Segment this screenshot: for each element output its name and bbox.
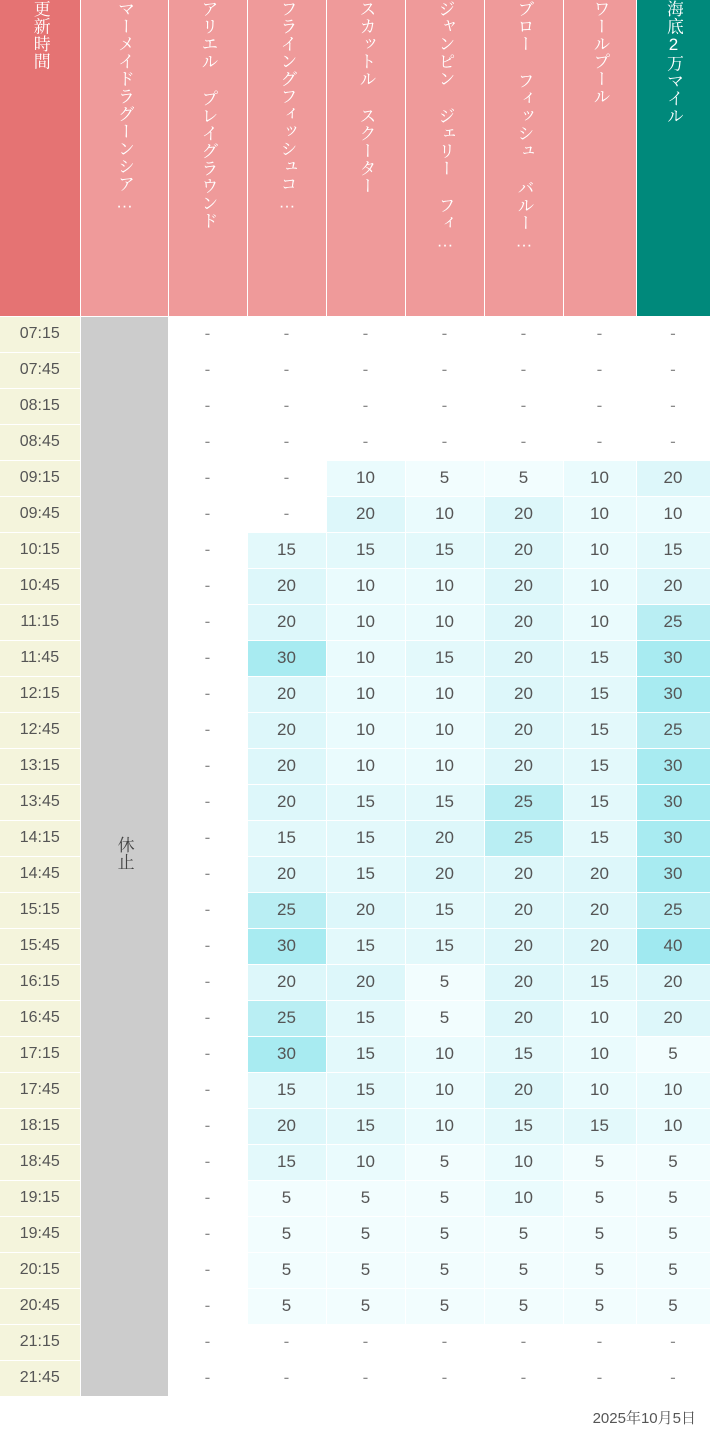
row-time-label: 16:45 <box>0 1000 80 1036</box>
wait-time-cell: 5 <box>405 1144 484 1180</box>
wait-time-cell: - <box>168 640 247 676</box>
wait-time-cell: 15 <box>405 928 484 964</box>
wait-time-cell: 20 <box>247 856 326 892</box>
wait-time-cell: 5 <box>247 1216 326 1252</box>
row-time-label: 20:15 <box>0 1252 80 1288</box>
wait-time-cell: - <box>326 352 405 388</box>
wait-time-cell: 15 <box>484 1108 563 1144</box>
wait-time-cell: - <box>168 1000 247 1036</box>
wait-time-cell: 15 <box>405 532 484 568</box>
column-header-2 <box>247 0 326 316</box>
wait-time-cell: - <box>247 1324 326 1360</box>
row-time-label: 14:45 <box>0 856 80 892</box>
column-header-label: フライングフィッシュコ… <box>277 0 297 212</box>
table-header <box>0 0 710 316</box>
wait-time-cell: 20 <box>326 892 405 928</box>
closed-status-label: 休止 <box>114 836 134 871</box>
wait-time-cell: 5 <box>326 1252 405 1288</box>
wait-time-cell: 20 <box>405 820 484 856</box>
row-time-label: 08:45 <box>0 424 80 460</box>
wait-time-cell: 20 <box>484 856 563 892</box>
wait-time-cell: 15 <box>484 1036 563 1072</box>
wait-time-cell: - <box>168 1072 247 1108</box>
wait-time-cell: 5 <box>484 1252 563 1288</box>
wait-time-cell: 10 <box>405 1108 484 1144</box>
wait-time-cell: 10 <box>405 712 484 748</box>
wait-time-cell: - <box>636 388 710 424</box>
wait-time-cell: 15 <box>563 712 636 748</box>
row-time-label: 21:45 <box>0 1360 80 1396</box>
wait-time-cell: 10 <box>636 496 710 532</box>
wait-time-cell: 25 <box>247 1000 326 1036</box>
wait-time-cell: 15 <box>247 1072 326 1108</box>
wait-time-cell: 5 <box>326 1216 405 1252</box>
wait-time-cell: - <box>326 316 405 352</box>
wait-time-cell: 10 <box>326 712 405 748</box>
wait-time-cell: 20 <box>484 532 563 568</box>
wait-time-cell: - <box>326 388 405 424</box>
wait-time-cell: 5 <box>405 1252 484 1288</box>
wait-time-cell: - <box>405 352 484 388</box>
wait-time-cell: 5 <box>405 1216 484 1252</box>
wait-time-cell: 15 <box>563 748 636 784</box>
wait-time-cell: 15 <box>405 892 484 928</box>
wait-time-cell: 10 <box>563 1036 636 1072</box>
row-time-label: 07:45 <box>0 352 80 388</box>
wait-time-cell: 20 <box>484 568 563 604</box>
wait-time-cell: 25 <box>484 820 563 856</box>
wait-time-cell: 10 <box>563 604 636 640</box>
wait-time-cell: 40 <box>636 928 710 964</box>
wait-time-cell: 10 <box>484 1144 563 1180</box>
wait-time-cell: 20 <box>405 856 484 892</box>
column-header-4 <box>405 0 484 316</box>
wait-time-cell: 5 <box>326 1180 405 1216</box>
wait-time-cell: 5 <box>484 1288 563 1324</box>
wait-time-cell: - <box>484 388 563 424</box>
wait-time-cell: - <box>168 820 247 856</box>
wait-time-cell: - <box>247 352 326 388</box>
wait-time-cell: 10 <box>326 460 405 496</box>
wait-time-cell: 20 <box>247 568 326 604</box>
wait-time-cell: 25 <box>636 892 710 928</box>
wait-time-cell: - <box>405 424 484 460</box>
wait-time-cell: 5 <box>484 460 563 496</box>
wait-time-cell: 20 <box>484 892 563 928</box>
wait-time-cell: 10 <box>326 604 405 640</box>
wait-time-cell: - <box>168 352 247 388</box>
wait-time-cell: - <box>563 424 636 460</box>
wait-time-cell: 20 <box>484 964 563 1000</box>
wait-time-cell: 20 <box>484 604 563 640</box>
wait-time-cell: 10 <box>326 640 405 676</box>
row-time-label: 19:45 <box>0 1216 80 1252</box>
wait-time-cell: 30 <box>636 856 710 892</box>
column-header-label: アリエル プレイグラウンド <box>198 0 218 230</box>
wait-time-cell: 10 <box>563 496 636 532</box>
wait-time-cell: 15 <box>326 928 405 964</box>
wait-time-cell: 5 <box>405 460 484 496</box>
wait-time-cell: 20 <box>247 1108 326 1144</box>
column-header-label: ワールプール <box>590 0 610 105</box>
wait-time-cell: - <box>168 1180 247 1216</box>
row-time-label: 11:45 <box>0 640 80 676</box>
table-row <box>0 316 710 352</box>
wait-time-cell: 10 <box>563 532 636 568</box>
wait-time-cell: 15 <box>326 1072 405 1108</box>
wait-time-cell: 20 <box>247 784 326 820</box>
wait-time-cell: 15 <box>405 784 484 820</box>
wait-time-cell: 5 <box>563 1144 636 1180</box>
wait-time-cell: 20 <box>484 640 563 676</box>
wait-time-cell: 20 <box>326 964 405 1000</box>
wait-time-cell: 5 <box>405 1288 484 1324</box>
column-header-5 <box>484 0 563 316</box>
wait-time-cell: - <box>168 1144 247 1180</box>
row-time-label: 19:15 <box>0 1180 80 1216</box>
wait-time-cell: 15 <box>326 1000 405 1036</box>
wait-time-cell: 20 <box>326 496 405 532</box>
column-header-7 <box>636 0 710 316</box>
row-time-label: 07:15 <box>0 316 80 352</box>
wait-time-cell: - <box>636 1324 710 1360</box>
wait-time-cell: 15 <box>326 1108 405 1144</box>
wait-time-cell: - <box>484 316 563 352</box>
wait-time-cell: 10 <box>636 1108 710 1144</box>
wait-time-cell: 20 <box>247 676 326 712</box>
wait-time-cell: 15 <box>563 1108 636 1144</box>
row-time-label: 20:45 <box>0 1288 80 1324</box>
wait-time-cell: 30 <box>636 784 710 820</box>
wait-time-cell: - <box>563 316 636 352</box>
wait-time-cell: 10 <box>636 1072 710 1108</box>
wait-time-cell: 10 <box>563 1072 636 1108</box>
footer-date: 2025年10月5日 <box>592 1409 696 1427</box>
wait-time-cell: - <box>484 1324 563 1360</box>
wait-time-cell: - <box>326 1324 405 1360</box>
wait-time-cell: 30 <box>636 820 710 856</box>
wait-time-cell: - <box>168 532 247 568</box>
wait-time-cell: - <box>168 1360 247 1396</box>
wait-time-cell: 15 <box>247 1144 326 1180</box>
wait-time-cell: - <box>168 388 247 424</box>
wait-time-cell: - <box>168 424 247 460</box>
wait-time-cell: 20 <box>247 748 326 784</box>
wait-time-cell: 5 <box>563 1252 636 1288</box>
column-header-6 <box>563 0 636 316</box>
wait-time-cell: 5 <box>636 1252 710 1288</box>
wait-time-cell: 25 <box>636 604 710 640</box>
wait-time-cell: - <box>405 316 484 352</box>
wait-time-cell: 25 <box>636 712 710 748</box>
wait-time-cell: 20 <box>247 964 326 1000</box>
column-header-label: マーメイドラグーンシア… <box>115 0 135 212</box>
wait-time-cell: - <box>168 964 247 1000</box>
wait-time-cell: - <box>168 856 247 892</box>
wait-time-cell: 20 <box>484 1000 563 1036</box>
row-time-label: 15:15 <box>0 892 80 928</box>
wait-time-cell: - <box>168 1324 247 1360</box>
wait-time-cell: 10 <box>484 1180 563 1216</box>
wait-time-cell: - <box>168 748 247 784</box>
wait-time-cell: 10 <box>405 748 484 784</box>
wait-time-cell: - <box>563 1360 636 1396</box>
wait-time-cell: - <box>563 388 636 424</box>
wait-time-cell: 30 <box>247 640 326 676</box>
wait-time-cell: - <box>247 1360 326 1396</box>
wait-time-cell: - <box>168 604 247 640</box>
wait-time-cell: 10 <box>405 1072 484 1108</box>
closed-status-cell <box>80 316 168 1396</box>
column-header-time <box>0 0 80 316</box>
table-body <box>0 316 710 1396</box>
wait-time-cell: 5 <box>326 1288 405 1324</box>
wait-time-cell: - <box>168 1108 247 1144</box>
wait-time-cell: - <box>484 424 563 460</box>
column-header-1 <box>168 0 247 316</box>
wait-time-cell: - <box>168 1036 247 1072</box>
row-time-label: 21:15 <box>0 1324 80 1360</box>
wait-time-cell: - <box>484 1360 563 1396</box>
row-time-label: 10:45 <box>0 568 80 604</box>
wait-time-cell: 5 <box>247 1288 326 1324</box>
wait-time-cell: 20 <box>636 964 710 1000</box>
wait-time-cell: 5 <box>563 1216 636 1252</box>
wait-time-cell: - <box>326 424 405 460</box>
row-time-label: 12:15 <box>0 676 80 712</box>
wait-time-cell: 15 <box>326 532 405 568</box>
wait-time-cell: 15 <box>563 676 636 712</box>
column-header-label: ブロー フィッシュ バルー… <box>514 0 534 251</box>
wait-time-cell: - <box>326 1360 405 1396</box>
wait-time-cell: 20 <box>247 712 326 748</box>
wait-time-cell: 30 <box>247 928 326 964</box>
wait-time-cell: - <box>168 1216 247 1252</box>
wait-time-cell: 15 <box>563 820 636 856</box>
column-header-label: スカットル スクーター <box>356 0 376 195</box>
wait-time-cell: 20 <box>484 676 563 712</box>
wait-time-cell: 20 <box>636 568 710 604</box>
wait-time-cell: - <box>168 1252 247 1288</box>
wait-time-cell: 15 <box>563 964 636 1000</box>
wait-time-cell: 10 <box>405 496 484 532</box>
wait-time-cell: - <box>405 388 484 424</box>
wait-time-cell: 15 <box>563 784 636 820</box>
wait-time-cell: 15 <box>247 532 326 568</box>
wait-time-cell: - <box>484 352 563 388</box>
wait-time-cell: - <box>405 1360 484 1396</box>
row-time-label: 08:15 <box>0 388 80 424</box>
wait-time-cell: 10 <box>405 568 484 604</box>
wait-time-cell: - <box>168 892 247 928</box>
wait-time-cell: - <box>247 496 326 532</box>
wait-time-cell: 5 <box>405 1000 484 1036</box>
wait-time-cell: 5 <box>636 1216 710 1252</box>
wait-time-cell: 15 <box>405 640 484 676</box>
row-time-label: 17:45 <box>0 1072 80 1108</box>
row-time-label: 18:45 <box>0 1144 80 1180</box>
wait-time-cell: - <box>168 316 247 352</box>
wait-time-cell: 5 <box>636 1180 710 1216</box>
wait-time-cell: 15 <box>326 1036 405 1072</box>
wait-time-cell: 20 <box>563 928 636 964</box>
wait-time-cell: 30 <box>247 1036 326 1072</box>
wait-time-cell: - <box>168 784 247 820</box>
wait-time-cell: 15 <box>247 820 326 856</box>
wait-time-cell: 5 <box>636 1036 710 1072</box>
wait-time-cell: - <box>168 1288 247 1324</box>
wait-time-cell: - <box>247 460 326 496</box>
wait-time-cell: 20 <box>484 748 563 784</box>
wait-time-cell: 20 <box>484 712 563 748</box>
wait-time-cell: 15 <box>636 532 710 568</box>
row-time-label: 12:45 <box>0 712 80 748</box>
wait-time-cell: 10 <box>405 604 484 640</box>
wait-time-cell: 30 <box>636 676 710 712</box>
wait-time-cell: - <box>636 424 710 460</box>
wait-time-cell: 20 <box>484 496 563 532</box>
row-time-label: 10:15 <box>0 532 80 568</box>
row-time-label: 15:45 <box>0 928 80 964</box>
wait-time-cell: 20 <box>484 1072 563 1108</box>
wait-time-cell: - <box>168 712 247 748</box>
row-time-label: 18:15 <box>0 1108 80 1144</box>
wait-time-cell: - <box>247 388 326 424</box>
wait-time-cell: 20 <box>636 1000 710 1036</box>
wait-time-cell: - <box>168 568 247 604</box>
wait-time-cell: 20 <box>563 892 636 928</box>
wait-time-cell: 5 <box>636 1144 710 1180</box>
wait-time-cell: - <box>168 928 247 964</box>
wait-time-cell: 10 <box>563 460 636 496</box>
wait-time-cell: 5 <box>563 1180 636 1216</box>
column-header-label: 海底2万マイル <box>664 0 684 125</box>
wait-time-cell: - <box>168 676 247 712</box>
row-time-label: 13:45 <box>0 784 80 820</box>
column-header-time-label: 更新時間 <box>30 0 50 70</box>
wait-time-cell: 5 <box>405 1180 484 1216</box>
wait-time-cell: 15 <box>326 784 405 820</box>
wait-time-cell: 25 <box>484 784 563 820</box>
column-header-label: ジャンピン ジェリー フィ… <box>435 0 455 251</box>
wait-time-cell: - <box>636 1360 710 1396</box>
header-row <box>0 0 710 316</box>
column-header-3 <box>326 0 405 316</box>
wait-time-cell: - <box>168 460 247 496</box>
wait-time-cell: 10 <box>405 676 484 712</box>
row-time-label: 09:15 <box>0 460 80 496</box>
row-time-label: 16:15 <box>0 964 80 1000</box>
row-time-label: 17:15 <box>0 1036 80 1072</box>
wait-time-cell: 15 <box>563 640 636 676</box>
wait-time-cell: - <box>636 316 710 352</box>
row-time-label: 13:15 <box>0 748 80 784</box>
wait-time-cell: - <box>247 424 326 460</box>
wait-time-cell: 25 <box>247 892 326 928</box>
wait-time-cell: 15 <box>326 820 405 856</box>
row-time-label: 11:15 <box>0 604 80 640</box>
wait-time-cell: 15 <box>326 856 405 892</box>
wait-time-cell: 10 <box>326 1144 405 1180</box>
row-time-label: 09:45 <box>0 496 80 532</box>
column-header-0 <box>80 0 168 316</box>
wait-time-cell: 20 <box>247 604 326 640</box>
wait-time-cell: 20 <box>563 856 636 892</box>
wait-time-cell: 5 <box>405 964 484 1000</box>
wait-time-cell: 5 <box>484 1216 563 1252</box>
wait-time-cell: - <box>405 1324 484 1360</box>
wait-time-cell: 30 <box>636 748 710 784</box>
wait-time-cell: 5 <box>247 1252 326 1288</box>
wait-time-cell: - <box>563 352 636 388</box>
wait-time-cell: 20 <box>636 460 710 496</box>
wait-time-cell: 5 <box>636 1288 710 1324</box>
wait-time-cell: 5 <box>247 1180 326 1216</box>
wait-time-cell: 10 <box>563 568 636 604</box>
row-time-label: 14:15 <box>0 820 80 856</box>
wait-time-cell: - <box>563 1324 636 1360</box>
wait-time-cell: - <box>636 352 710 388</box>
wait-time-cell: 10 <box>326 568 405 604</box>
wait-time-cell: - <box>168 496 247 532</box>
wait-time-cell: 5 <box>563 1288 636 1324</box>
wait-time-cell: - <box>247 316 326 352</box>
wait-time-cell: 30 <box>636 640 710 676</box>
wait-time-cell: 10 <box>563 1000 636 1036</box>
wait-time-cell: 10 <box>326 748 405 784</box>
wait-time-cell: 10 <box>405 1036 484 1072</box>
wait-time-cell: 10 <box>326 676 405 712</box>
wait-time-cell: 20 <box>484 928 563 964</box>
